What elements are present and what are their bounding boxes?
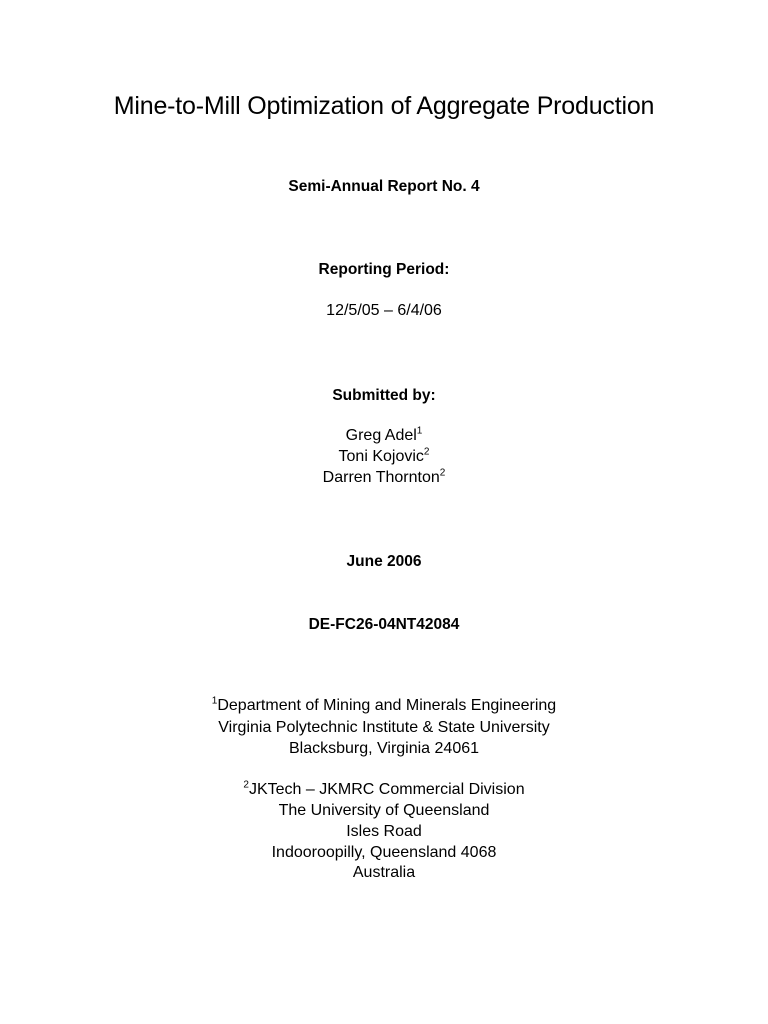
affiliation-line: Virginia Polytechnic Institute & State University bbox=[218, 719, 550, 736]
report-number: Semi-Annual Report No. 4 bbox=[288, 178, 480, 195]
affiliation-mark: 2 bbox=[243, 779, 249, 791]
submitted-by-label: Submitted by: bbox=[332, 387, 436, 404]
affiliation-mark: 2 bbox=[439, 467, 446, 479]
author-name: Darren Thornton bbox=[322, 469, 440, 486]
affiliation-department: Department of Mining and Minerals Engineering bbox=[217, 697, 557, 714]
affiliation-line: Indooroopilly, Queensland 4068 bbox=[271, 844, 497, 861]
affiliation-line: Blacksburg, Virginia 24061 bbox=[288, 740, 480, 757]
report-date: June 2006 bbox=[346, 553, 422, 570]
affiliation-organization: JKTech – JKMRC Commercial Division bbox=[248, 781, 525, 798]
author-line bbox=[0, 448, 768, 466]
page-title: Mine-to-Mill Optimization of Aggregate Production bbox=[113, 92, 655, 120]
affiliation-line: Australia bbox=[352, 864, 416, 881]
affiliation-mark: 1 bbox=[211, 695, 218, 707]
reporting-period-value: 12/5/05 – 6/4/06 bbox=[326, 302, 442, 319]
affiliation-mark: 2 bbox=[423, 446, 430, 458]
author-line bbox=[0, 469, 768, 487]
affiliation-line: Isles Road bbox=[346, 823, 422, 840]
affiliation-line bbox=[0, 781, 768, 799]
reporting-period-label: Reporting Period: bbox=[318, 261, 450, 278]
author-line bbox=[0, 427, 768, 445]
author-name: Greg Adel bbox=[345, 427, 417, 444]
affiliation-line bbox=[0, 697, 768, 715]
affiliation-mark: 1 bbox=[416, 425, 423, 437]
affiliation-line: The University of Queensland bbox=[278, 802, 490, 819]
author-name: Toni Kojovic bbox=[338, 448, 424, 465]
contract-number: DE-FC26-04NT42084 bbox=[308, 616, 460, 633]
